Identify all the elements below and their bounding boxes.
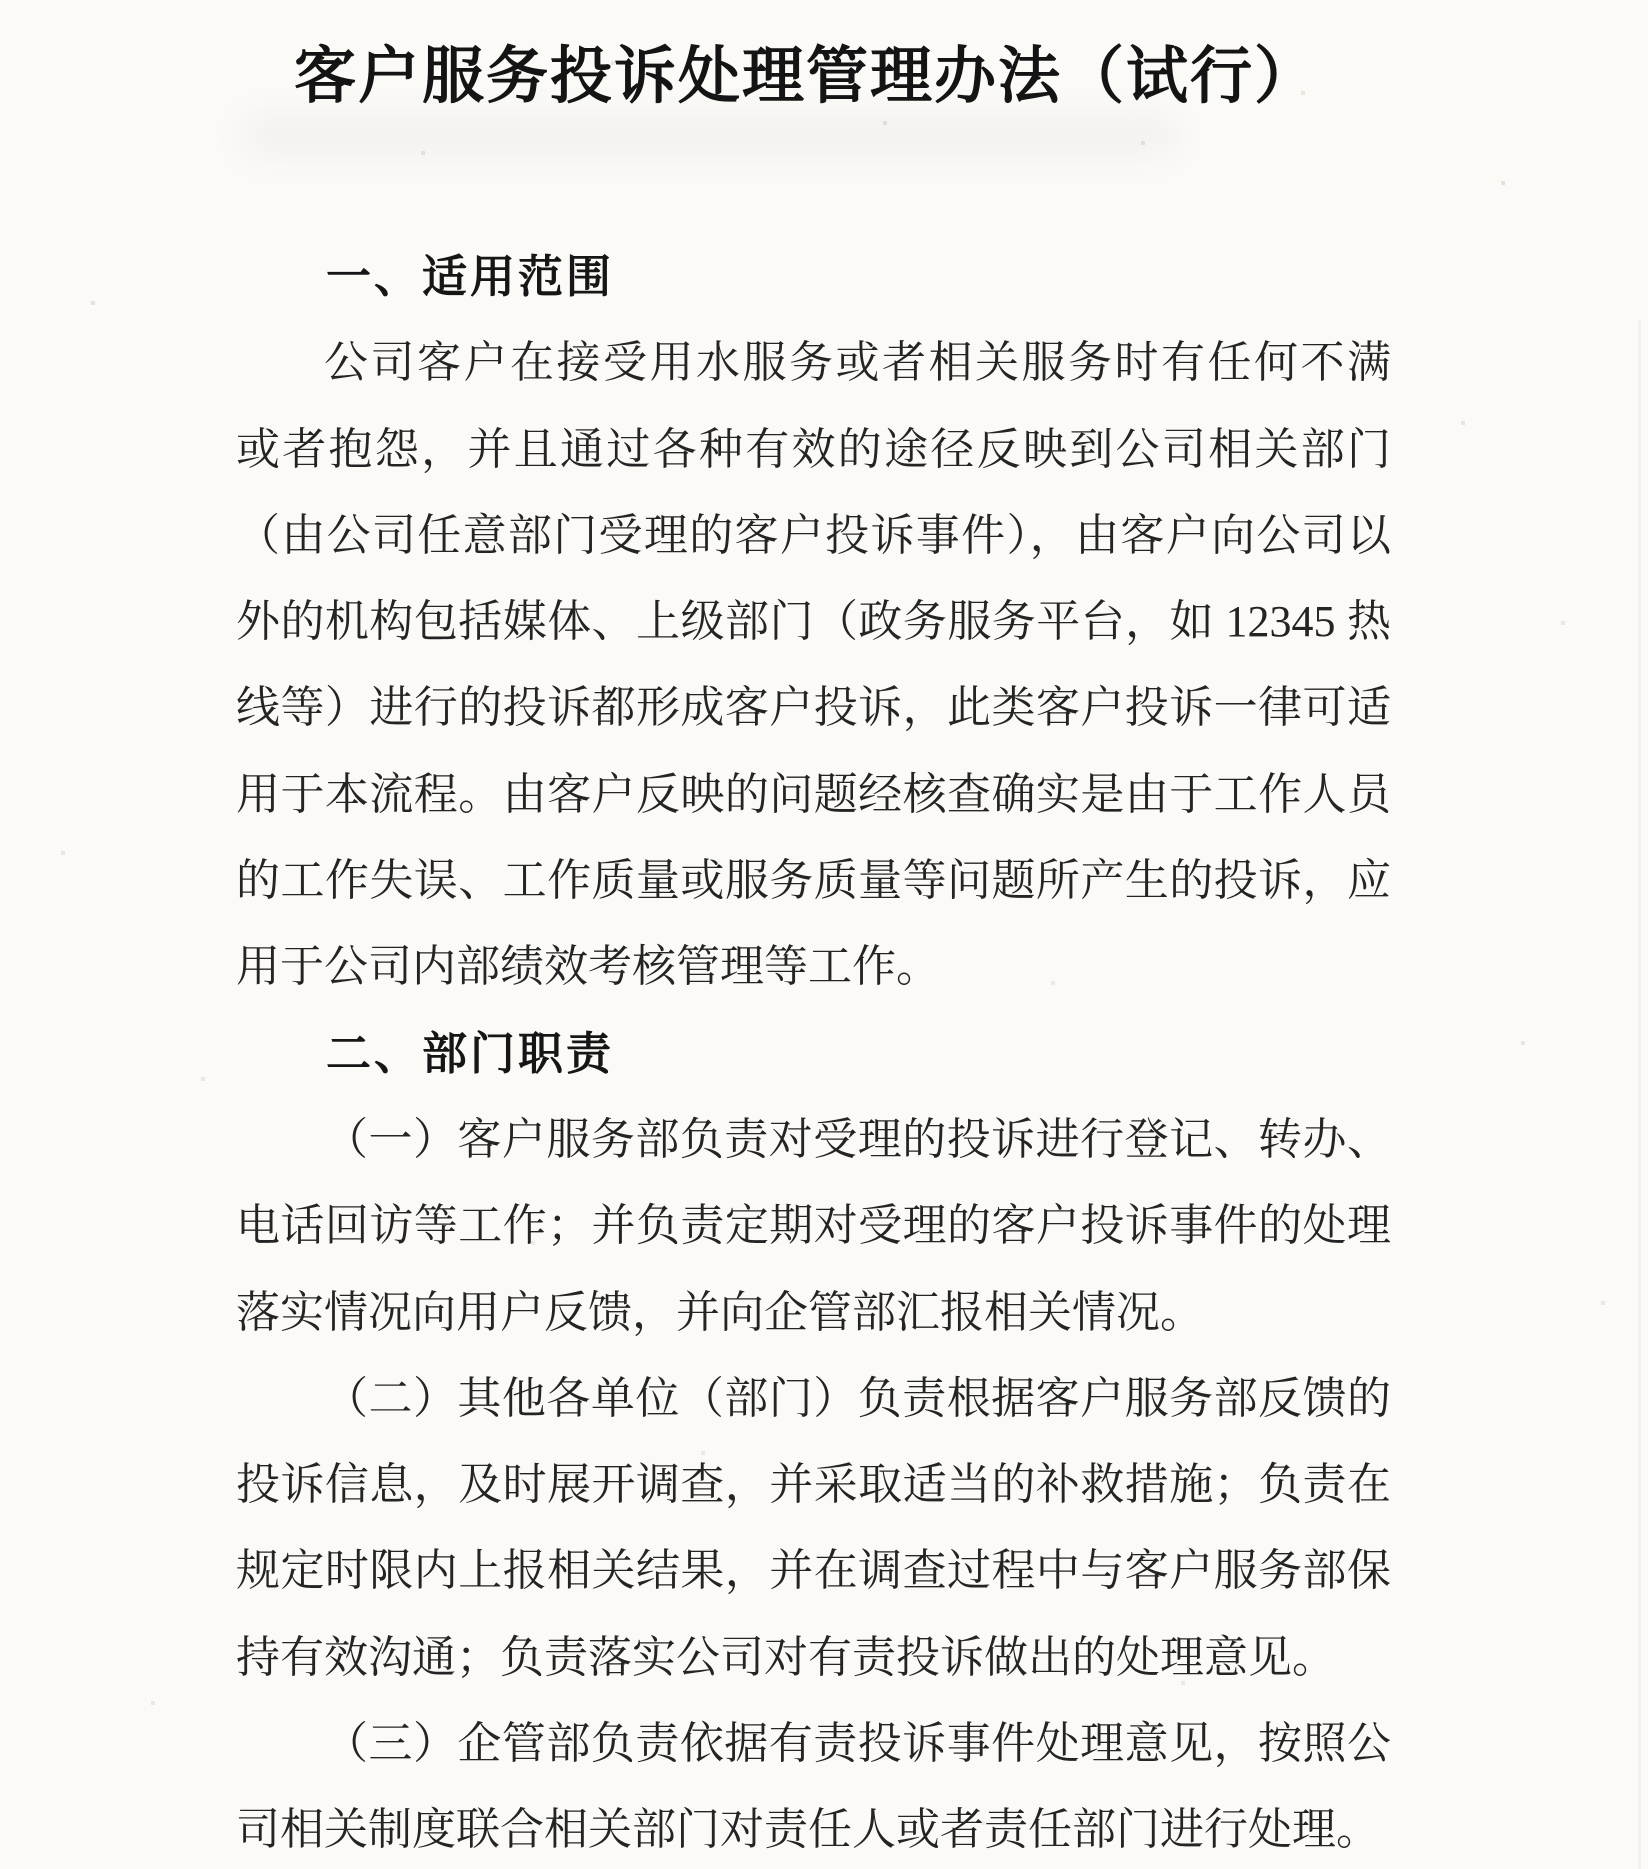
text-line: （由公司任意部门受理的客户投诉事件），由客户向公司以 — [236, 510, 1391, 560]
text-line: 司相关制度联合相关部门对责任人或者责任部门进行处理。 — [236, 1805, 1380, 1855]
text-line: 或者抱怨，并且通过各种有效的途径反映到公司相关部门 — [236, 424, 1391, 474]
text-line: 持有效沟通；负责落实公司对有责投诉做出的处理意见。 — [236, 1632, 1336, 1682]
text-line: 规定时限内上报相关结果，并在调查过程中与客户服务部保 — [236, 1546, 1391, 1596]
section-heading-duties: 二、部门职责 — [326, 1027, 615, 1079]
scan-ghost-smudge — [240, 112, 1180, 158]
document-body — [236, 234, 1391, 1869]
text-line: （二）其他各单位（部门）负责根据客户服务部反馈的 — [324, 1373, 1391, 1423]
text-line: 线等）进行的投诉都形成客户投诉，此类客户投诉一律可适 — [236, 683, 1391, 733]
text-line: 公司客户在接受用水服务或者相关服务时有任何不满 — [324, 338, 1391, 388]
section-heading-scope: 一、适用范围 — [326, 251, 615, 302]
text-line: 用于本流程。由客户反映的问题经核查确实是由于工作人员 — [236, 769, 1391, 819]
scan-edge-artifact — [1638, 320, 1641, 1869]
text-line: 外的机构包括媒体、上级部门（政务服务平台，如 12345 热 — [236, 597, 1391, 647]
text-line: （一）客户服务部负责对受理的投诉进行登记、转办、 — [324, 1114, 1391, 1164]
document-title: 客户服务投诉处理管理办法（试行） — [293, 42, 1318, 111]
text-line: 落实情况向用户反馈，并向企管部汇报相关情况。 — [236, 1287, 1204, 1337]
scan-noise-speckles — [0, 0, 2, 2]
text-line: 用于公司内部绩效考核管理等工作。 — [236, 942, 940, 992]
text-line: 电话回访等工作；并负责定期对受理的客户投诉事件的处理 — [236, 1201, 1391, 1251]
text-line: （三）企管部负责依据有责投诉事件处理意见，按照公 — [324, 1719, 1391, 1769]
text-line: 的工作失误、工作质量或服务质量等问题所产生的投诉，应 — [236, 856, 1391, 906]
text-line: 投诉信息，及时展开调查，并采取适当的补救措施；负责在 — [236, 1460, 1391, 1510]
